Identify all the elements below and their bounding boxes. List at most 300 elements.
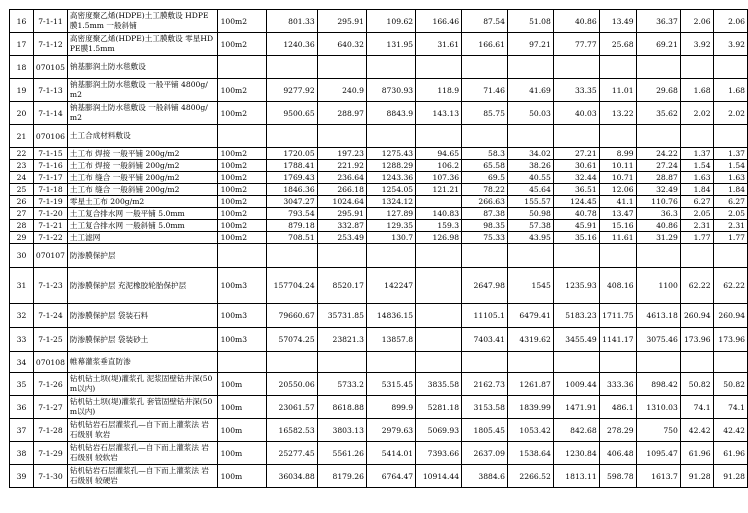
value-cell: 750: [636, 419, 680, 442]
value-cell: [507, 352, 553, 373]
value-cell: 40.78: [553, 208, 599, 220]
value-cell: 24.22: [636, 148, 680, 160]
value-cell: 8520.17: [317, 268, 366, 304]
value-cell: 1230.84: [553, 442, 599, 465]
row-number-cell: 38: [10, 442, 34, 465]
value-cell: 221.92: [317, 160, 366, 172]
value-cell: 1.63: [680, 172, 713, 184]
value-cell: 42.42: [713, 419, 747, 442]
row-number-cell: 28: [10, 220, 34, 232]
value-cell: 13.22: [599, 102, 636, 125]
table-row: [10, 232, 748, 244]
item-code-cell: 070105: [33, 56, 67, 79]
value-cell: 91.28: [713, 465, 747, 488]
unit-cell: 100m2: [217, 102, 266, 125]
unit-cell: 100m2: [217, 148, 266, 160]
value-cell: 51.08: [507, 10, 553, 33]
value-cell: 142247: [366, 268, 415, 304]
table-row: [10, 56, 748, 79]
value-cell: 1538.64: [507, 442, 553, 465]
value-cell: 40.03: [553, 102, 599, 125]
unit-cell: 100m2: [217, 172, 266, 184]
value-cell: 36.37: [636, 10, 680, 33]
value-cell: 28.87: [636, 172, 680, 184]
value-cell: 197.23: [317, 148, 366, 160]
value-cell: 2.31: [680, 220, 713, 232]
value-cell: 5183.23: [553, 304, 599, 328]
value-cell: 6.27: [713, 196, 747, 208]
item-code-cell: 7-1-15: [33, 148, 67, 160]
value-cell: 30.61: [553, 160, 599, 172]
value-cell: 1720.05: [266, 148, 317, 160]
value-cell: [416, 244, 462, 268]
unit-cell: 100m: [217, 442, 266, 465]
value-cell: 36.3: [636, 208, 680, 220]
value-cell: [553, 352, 599, 373]
value-cell: 1310.03: [636, 396, 680, 419]
row-number-cell: 21: [10, 125, 34, 148]
value-cell: 3075.46: [636, 328, 680, 352]
value-cell: 36034.88: [266, 465, 317, 488]
value-cell: 842.68: [553, 419, 599, 442]
value-cell: 35.16: [553, 232, 599, 244]
value-cell: 155.57: [507, 196, 553, 208]
table-row: [10, 196, 748, 208]
table-row: [10, 373, 748, 396]
value-cell: 34.02: [507, 148, 553, 160]
value-cell: [416, 56, 462, 79]
value-cell: 87.54: [462, 10, 508, 33]
value-cell: 7393.66: [416, 442, 462, 465]
value-cell: 140.83: [416, 208, 462, 220]
table-row: [10, 148, 748, 160]
value-cell: 6.27: [680, 196, 713, 208]
unit-cell: [217, 56, 266, 79]
value-cell: 10.71: [599, 172, 636, 184]
value-cell: [462, 56, 508, 79]
unit-cell: 100m2: [217, 232, 266, 244]
item-code-cell: 7-1-20: [33, 208, 67, 220]
table-row: [10, 396, 748, 419]
row-number-cell: 33: [10, 328, 34, 352]
unit-cell: 100m3: [217, 304, 266, 328]
value-cell: 486.1: [599, 396, 636, 419]
table-row: [10, 184, 748, 196]
row-number-cell: 17: [10, 33, 34, 56]
table-row: [10, 10, 748, 33]
value-cell: 143.13: [416, 102, 462, 125]
row-number-cell: 35: [10, 373, 34, 396]
value-cell: [416, 304, 462, 328]
item-code-cell: 7-1-14: [33, 102, 67, 125]
value-cell: [366, 56, 415, 79]
item-code-cell: 7-1-26: [33, 373, 67, 396]
row-number-cell: 25: [10, 184, 34, 196]
value-cell: [599, 125, 636, 148]
item-code-cell: 7-1-27: [33, 396, 67, 419]
value-cell: 14836.15: [366, 304, 415, 328]
value-cell: 406.48: [599, 442, 636, 465]
item-code-cell: 070107: [33, 244, 67, 268]
item-description-cell: 防渗膜保护层 袋装砂土: [67, 328, 217, 352]
unit-cell: 100m: [217, 396, 266, 419]
value-cell: 6479.41: [507, 304, 553, 328]
row-number-cell: 24: [10, 172, 34, 184]
value-cell: 333.36: [599, 373, 636, 396]
value-cell: 2.02: [713, 102, 747, 125]
value-cell: [317, 56, 366, 79]
value-cell: 1.68: [680, 79, 713, 102]
value-cell: 98.35: [462, 220, 508, 232]
value-cell: 57074.25: [266, 328, 317, 352]
value-cell: 13.49: [599, 10, 636, 33]
value-cell: 107.36: [416, 172, 462, 184]
value-cell: 1.54: [680, 160, 713, 172]
table-row: [10, 125, 748, 148]
item-description-cell: 防渗膜保护层 充泥橡胶轮胎保护层: [67, 268, 217, 304]
value-cell: 8179.26: [317, 465, 366, 488]
value-cell: [636, 56, 680, 79]
value-cell: 2162.73: [462, 373, 508, 396]
item-code-cell: 7-1-23: [33, 268, 67, 304]
value-cell: 40.86: [553, 10, 599, 33]
unit-cell: 100m2: [217, 220, 266, 232]
value-cell: 126.98: [416, 232, 462, 244]
value-cell: 1009.44: [553, 373, 599, 396]
table-row: [10, 442, 748, 465]
value-cell: [317, 125, 366, 148]
item-code-cell: 7-1-13: [33, 79, 67, 102]
value-cell: 1095.47: [636, 442, 680, 465]
value-cell: 25.68: [599, 33, 636, 56]
value-cell: [680, 125, 713, 148]
item-description-cell: 土工合成材料敷设: [67, 125, 217, 148]
item-description-cell: 土工滤网: [67, 232, 217, 244]
value-cell: 69.5: [462, 172, 508, 184]
value-cell: 109.62: [366, 10, 415, 33]
value-cell: [680, 244, 713, 268]
value-cell: [416, 328, 462, 352]
value-cell: 16582.53: [266, 419, 317, 442]
value-cell: 40.55: [507, 172, 553, 184]
item-code-cell: 7-1-19: [33, 196, 67, 208]
value-cell: 12.06: [599, 184, 636, 196]
item-code-cell: 070108: [33, 352, 67, 373]
value-cell: [462, 125, 508, 148]
item-description-cell: 钻机钻岩石层灌浆孔—自下而上灌浆法 岩石级别 软岩: [67, 419, 217, 442]
item-code-cell: 7-1-18: [33, 184, 67, 196]
value-cell: 10914.44: [416, 465, 462, 488]
value-cell: 65.58: [462, 160, 508, 172]
value-cell: [416, 268, 462, 304]
row-number-cell: 36: [10, 396, 34, 419]
table-row: [10, 465, 748, 488]
value-cell: 35.62: [636, 102, 680, 125]
value-cell: 640.32: [317, 33, 366, 56]
value-cell: 129.35: [366, 220, 415, 232]
item-description-cell: 钠基膨润土防水毯敷设 一般斜铺 4800g/m2: [67, 102, 217, 125]
unit-cell: 100m3: [217, 268, 266, 304]
value-cell: 1324.12: [366, 196, 415, 208]
value-cell: [416, 125, 462, 148]
value-cell: 1.84: [713, 184, 747, 196]
item-description-cell: 钠基膨润土防水毯敷设: [67, 56, 217, 79]
value-cell: 74.1: [713, 396, 747, 419]
value-cell: 793.54: [266, 208, 317, 220]
item-description-cell: 钻机钻土坝(堤)灌浆孔 套管固壁钻井深(50m以内): [67, 396, 217, 419]
unit-cell: 100m: [217, 419, 266, 442]
item-description-cell: 高密度聚乙烯(HDPE)土工膜敷设 零星HDPE膜1.5mm: [67, 33, 217, 56]
table-row: [10, 208, 748, 220]
table-row: [10, 268, 748, 304]
value-cell: 1.63: [713, 172, 747, 184]
unit-cell: 100m2: [217, 160, 266, 172]
value-cell: 1813.11: [553, 465, 599, 488]
value-cell: 2.05: [680, 208, 713, 220]
value-cell: 166.46: [416, 10, 462, 33]
item-description-cell: 帷幕灌浆垂直防渗: [67, 352, 217, 373]
value-cell: 8618.88: [317, 396, 366, 419]
value-cell: 236.64: [317, 172, 366, 184]
value-cell: 69.21: [636, 33, 680, 56]
value-cell: 91.28: [680, 465, 713, 488]
value-cell: 3.92: [680, 33, 713, 56]
value-cell: 2.31: [713, 220, 747, 232]
value-cell: 266.63: [462, 196, 508, 208]
item-description-cell: 土工布 缝合 一般平铺 200g/m2: [67, 172, 217, 184]
value-cell: 85.75: [462, 102, 508, 125]
value-cell: 15.16: [599, 220, 636, 232]
cost-table: [9, 9, 748, 488]
value-cell: 41.1: [599, 196, 636, 208]
value-cell: 78.22: [462, 184, 508, 196]
value-cell: [599, 56, 636, 79]
value-cell: 5414.01: [366, 442, 415, 465]
value-cell: 6764.47: [366, 465, 415, 488]
row-number-cell: 19: [10, 79, 34, 102]
item-code-cell: 7-1-24: [33, 304, 67, 328]
value-cell: 31.61: [416, 33, 462, 56]
value-cell: [553, 125, 599, 148]
value-cell: [713, 244, 747, 268]
value-cell: 13.47: [599, 208, 636, 220]
value-cell: 2.06: [680, 10, 713, 33]
unit-cell: 100m2: [217, 10, 266, 33]
value-cell: [553, 56, 599, 79]
value-cell: 295.91: [317, 10, 366, 33]
value-cell: 57.38: [507, 220, 553, 232]
value-cell: 3803.13: [317, 419, 366, 442]
value-cell: 25277.45: [266, 442, 317, 465]
item-code-cell: 7-1-22: [33, 232, 67, 244]
value-cell: 166.61: [462, 33, 508, 56]
value-cell: 1254.05: [366, 184, 415, 196]
value-cell: [599, 244, 636, 268]
value-cell: 38.26: [507, 160, 553, 172]
value-cell: 41.69: [507, 79, 553, 102]
value-cell: 62.22: [713, 268, 747, 304]
value-cell: 1261.87: [507, 373, 553, 396]
value-cell: 1.37: [713, 148, 747, 160]
table-row: [10, 102, 748, 125]
value-cell: 598.78: [599, 465, 636, 488]
value-cell: 130.7: [366, 232, 415, 244]
value-cell: 278.29: [599, 419, 636, 442]
value-cell: 1275.43: [366, 148, 415, 160]
value-cell: 32.44: [553, 172, 599, 184]
item-code-cell: 7-1-28: [33, 419, 67, 442]
value-cell: 879.18: [266, 220, 317, 232]
value-cell: 3884.6: [462, 465, 508, 488]
value-cell: [266, 244, 317, 268]
unit-cell: [217, 244, 266, 268]
value-cell: 5281.18: [416, 396, 462, 419]
table-row: [10, 304, 748, 328]
value-cell: 1788.41: [266, 160, 317, 172]
value-cell: 1053.42: [507, 419, 553, 442]
row-number-cell: 18: [10, 56, 34, 79]
item-description-cell: 土工布 焊接 一般平铺 200g/m2: [67, 148, 217, 160]
value-cell: 110.76: [636, 196, 680, 208]
unit-cell: 100m2: [217, 33, 266, 56]
value-cell: 173.96: [680, 328, 713, 352]
table-row: [10, 220, 748, 232]
value-cell: 29.68: [636, 79, 680, 102]
value-cell: 36.51: [553, 184, 599, 196]
value-cell: 75.33: [462, 232, 508, 244]
value-cell: 74.1: [680, 396, 713, 419]
value-cell: 50.82: [680, 373, 713, 396]
value-cell: 97.21: [507, 33, 553, 56]
row-number-cell: 39: [10, 465, 34, 488]
unit-cell: 100m2: [217, 196, 266, 208]
table-row: [10, 328, 748, 352]
table-row: [10, 419, 748, 442]
value-cell: [507, 56, 553, 79]
value-cell: [680, 352, 713, 373]
value-cell: 124.45: [553, 196, 599, 208]
value-cell: 35731.85: [317, 304, 366, 328]
value-cell: 50.03: [507, 102, 553, 125]
value-cell: [266, 56, 317, 79]
item-description-cell: 钻机钻岩石层灌浆孔—自下而上灌浆法 岩石级别 较软岩: [67, 442, 217, 465]
item-description-cell: 土工布 焊接 一般斜铺 200g/m2: [67, 160, 217, 172]
item-description-cell: 土工复合排水网 一般斜铺 5.0mm: [67, 220, 217, 232]
table-row: [10, 160, 748, 172]
value-cell: 23821.3: [317, 328, 366, 352]
value-cell: 5561.26: [317, 442, 366, 465]
item-description-cell: 防渗膜保护层: [67, 244, 217, 268]
value-cell: 1100: [636, 268, 680, 304]
value-cell: [553, 244, 599, 268]
unit-cell: [217, 352, 266, 373]
value-cell: 77.77: [553, 33, 599, 56]
value-cell: 9277.92: [266, 79, 317, 102]
value-cell: [317, 352, 366, 373]
value-cell: 1769.43: [266, 172, 317, 184]
value-cell: 4319.62: [507, 328, 553, 352]
unit-cell: 100m2: [217, 184, 266, 196]
value-cell: 1545: [507, 268, 553, 304]
value-cell: 159.3: [416, 220, 462, 232]
value-cell: 32.49: [636, 184, 680, 196]
value-cell: 1024.64: [317, 196, 366, 208]
value-cell: 1.77: [680, 232, 713, 244]
value-cell: 1.54: [713, 160, 747, 172]
value-cell: [680, 56, 713, 79]
value-cell: [713, 56, 747, 79]
value-cell: 801.33: [266, 10, 317, 33]
table-row: [10, 79, 748, 102]
value-cell: 7403.41: [462, 328, 508, 352]
value-cell: 121.21: [416, 184, 462, 196]
item-description-cell: 钻机钻土坝(堤)灌浆孔 泥浆固壁钻井深(50m以内): [67, 373, 217, 396]
value-cell: 1805.45: [462, 419, 508, 442]
value-cell: 2.06: [713, 10, 747, 33]
value-cell: 1141.17: [599, 328, 636, 352]
value-cell: 1846.36: [266, 184, 317, 196]
value-cell: 45.64: [507, 184, 553, 196]
value-cell: 157704.24: [266, 268, 317, 304]
value-cell: 13857.8: [366, 328, 415, 352]
value-cell: [266, 125, 317, 148]
value-cell: 11.01: [599, 79, 636, 102]
value-cell: 31.29: [636, 232, 680, 244]
value-cell: 118.9: [416, 79, 462, 102]
item-code-cell: 7-1-30: [33, 465, 67, 488]
value-cell: 3835.58: [416, 373, 462, 396]
value-cell: [713, 125, 747, 148]
value-cell: 11105.1: [462, 304, 508, 328]
row-number-cell: 22: [10, 148, 34, 160]
value-cell: [507, 125, 553, 148]
value-cell: 50.98: [507, 208, 553, 220]
value-cell: [266, 352, 317, 373]
item-description-cell: 高密度聚乙烯(HDPE)土工膜敷设 HDPE膜1.5mm 一般斜铺: [67, 10, 217, 33]
value-cell: 899.9: [366, 396, 415, 419]
item-code-cell: 7-1-16: [33, 160, 67, 172]
value-cell: 3153.58: [462, 396, 508, 419]
row-number-cell: 34: [10, 352, 34, 373]
value-cell: [713, 352, 747, 373]
value-cell: [416, 352, 462, 373]
value-cell: 1711.75: [599, 304, 636, 328]
value-cell: 1.77: [713, 232, 747, 244]
value-cell: [366, 125, 415, 148]
item-code-cell: 7-1-25: [33, 328, 67, 352]
value-cell: 20550.06: [266, 373, 317, 396]
value-cell: 10.11: [599, 160, 636, 172]
value-cell: 61.96: [680, 442, 713, 465]
value-cell: 708.51: [266, 232, 317, 244]
value-cell: [636, 352, 680, 373]
value-cell: [366, 244, 415, 268]
row-number-cell: 29: [10, 232, 34, 244]
value-cell: 106.2: [416, 160, 462, 172]
value-cell: [416, 196, 462, 208]
row-number-cell: 30: [10, 244, 34, 268]
value-cell: 58.3: [462, 148, 508, 160]
value-cell: 87.38: [462, 208, 508, 220]
value-cell: 1839.99: [507, 396, 553, 419]
table-row: [10, 244, 748, 268]
row-number-cell: 32: [10, 304, 34, 328]
value-cell: 23061.57: [266, 396, 317, 419]
unit-cell: 100m2: [217, 208, 266, 220]
value-cell: 5315.45: [366, 373, 415, 396]
item-description-cell: 钠基膨润土防水毯敷设 一般平铺 4800g/m2: [67, 79, 217, 102]
value-cell: 43.95: [507, 232, 553, 244]
